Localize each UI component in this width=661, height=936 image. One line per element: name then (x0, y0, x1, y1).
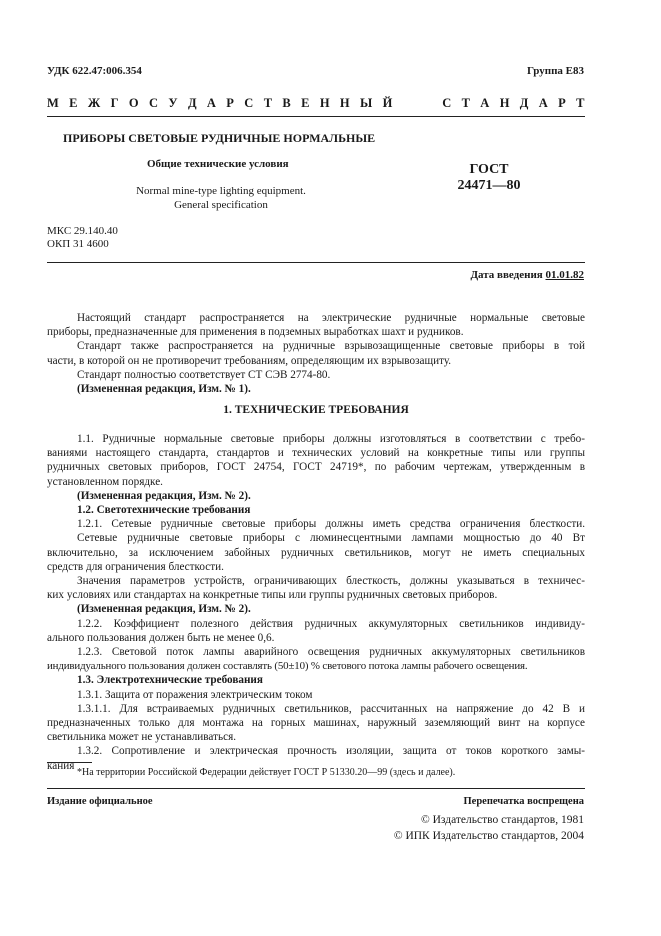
section-heading: 1. ТЕХНИЧЕСКИЕ ТРЕБОВАНИЯ (223, 404, 409, 416)
copyright-line-1: © Издательство стандартов, 1981 (420, 814, 584, 826)
document-title: ПРИБОРЫ СВЕТОВЫЕ РУДНИЧНЫЕ НОРМАЛЬНЫЕ (63, 131, 376, 145)
intro-section (47, 311, 585, 396)
section-line: ких условиях или стандартах на конкретные типы или группы рудничных световых приборов. (47, 589, 498, 602)
section-line: включительно, за исключением забойных рудничных светильников, могут не иметь специальных (47, 546, 585, 559)
footer-rule (47, 788, 585, 789)
footnote: *На территории Российской Федерации действует ГОСТ Р 51330.20—99 (здесь и далее). (77, 767, 456, 778)
subsection-heading: 1.3. Электротехнические требования (77, 674, 263, 687)
amendment-note: (Измененная редакция, Изм. № 2). (77, 603, 251, 616)
section-line: 1.1. Рудничные нормальные световые приборы должны изготовляться в соответствии с требо- (77, 433, 585, 445)
section-line: ального пользования должен быть не менее 0,6. (47, 631, 275, 644)
section-line: Сетевые рудничные световые приборы с люминесцентными лампами мощностью до 40 Вт (77, 532, 585, 545)
top-rule (47, 116, 585, 117)
section-line: Значения параметров устройств, ограничивающих блесткость, должны указываться в техничес- (77, 575, 585, 588)
mid-rule (47, 262, 585, 263)
intro-amendment: (Измененная редакция, Изм. № 1). (77, 383, 251, 396)
section-line: кания (47, 759, 75, 772)
section-line: светильника может не устанавливаться. (47, 731, 237, 744)
subsection-heading: 1.2. Светотехнические требования (77, 504, 251, 517)
section-line: 1.2.1. Сетевые рудничные световые приборы должны иметь средства ограничения блесткости. (77, 518, 585, 531)
date-value: 01.01.82 (545, 269, 584, 281)
mks-code: МКС 29.140.40 (47, 225, 118, 237)
section-line: 1.2.2. Коэффициент полезного действия рудничных аккумуляторных светильников индивиду- (77, 617, 585, 630)
intro-line: Стандарт полностью соответствует СТ СЭВ 2774-80. (77, 368, 331, 381)
intro-line: Настоящий стандарт распространяется на электрические рудничные нормальные световые (77, 312, 585, 324)
section-line: 1.3.1.1. Для встраиваемых рудничных светильников, рассчитанных на напряжение до 42 В и (77, 702, 585, 715)
udk-code: УДК 622.47:006.354 (47, 65, 142, 77)
amendment-note: (Измененная редакция, Изм. № 2). (77, 489, 251, 502)
intro-line: Стандарт также распространяется на рудничные взрывозащищенные световые приборы в той (77, 340, 585, 353)
reprint-notice: Перепечатка воспрещена (463, 796, 584, 807)
copyright-line-2: © ИПК Издательство стандартов, 2004 (393, 830, 584, 842)
section-line: ваниями настоящего стандарта, стандартов и технических условий на конкретные типы или группы (47, 447, 585, 460)
document-subtitle: Общие технические условия (147, 158, 289, 170)
section-line: средств для ограничения блесткости. (47, 560, 224, 573)
section-line: установленном порядке. (47, 475, 163, 488)
standard-banner: М Е Ж Г О С У Д А Р С Т В Е Н Н Ы Й С Т А Н Д А Р Т (47, 96, 585, 110)
group-code: Группа Е83 (526, 65, 584, 77)
gost-number: 24471—80 (457, 178, 521, 193)
section-line: предназначенных только для монтажа на горных машинах, наружный заземляющий винт на корпусе (47, 717, 585, 730)
official-edition-label: Издание официальное (47, 796, 153, 807)
gost-label: ГОСТ (469, 162, 509, 177)
intro-line: приборы, предназначенные для применения в подземных выработках шахт и рудников. (47, 326, 464, 339)
section-line: 1.3.2. Сопротивление и электрическая прочность изоляции, защита от токов короткого замы- (77, 745, 585, 758)
section-line: индивидуального пользования должен составлять (50±10) % светового потока лампы рабочего освещения. (47, 660, 528, 673)
section-line: рудничных световых приборов, ГОСТ 24754, ГОСТ 24719*, по рабочим чертежам, утвержденным в (47, 461, 585, 474)
english-title-line1: Normal mine-type lighting equipment. (136, 185, 306, 197)
english-title-line2: General specification (174, 199, 268, 211)
section-line: 1.3.1. Защита от поражения электрическим током (77, 688, 313, 701)
intro-line: части, в которой он не противоречит требованиям, определяющим их взрывозащиту. (47, 354, 452, 367)
introduction-date (470, 269, 584, 281)
section-line: 1.2.3. Световой поток лампы аварийного освещения рудничных аккумуляторных светильников (77, 646, 585, 659)
okp-code: ОКП 31 4600 (47, 238, 109, 250)
date-label: Дата введения (470, 269, 543, 281)
section-body (47, 432, 585, 773)
footnote-rule (47, 762, 92, 763)
